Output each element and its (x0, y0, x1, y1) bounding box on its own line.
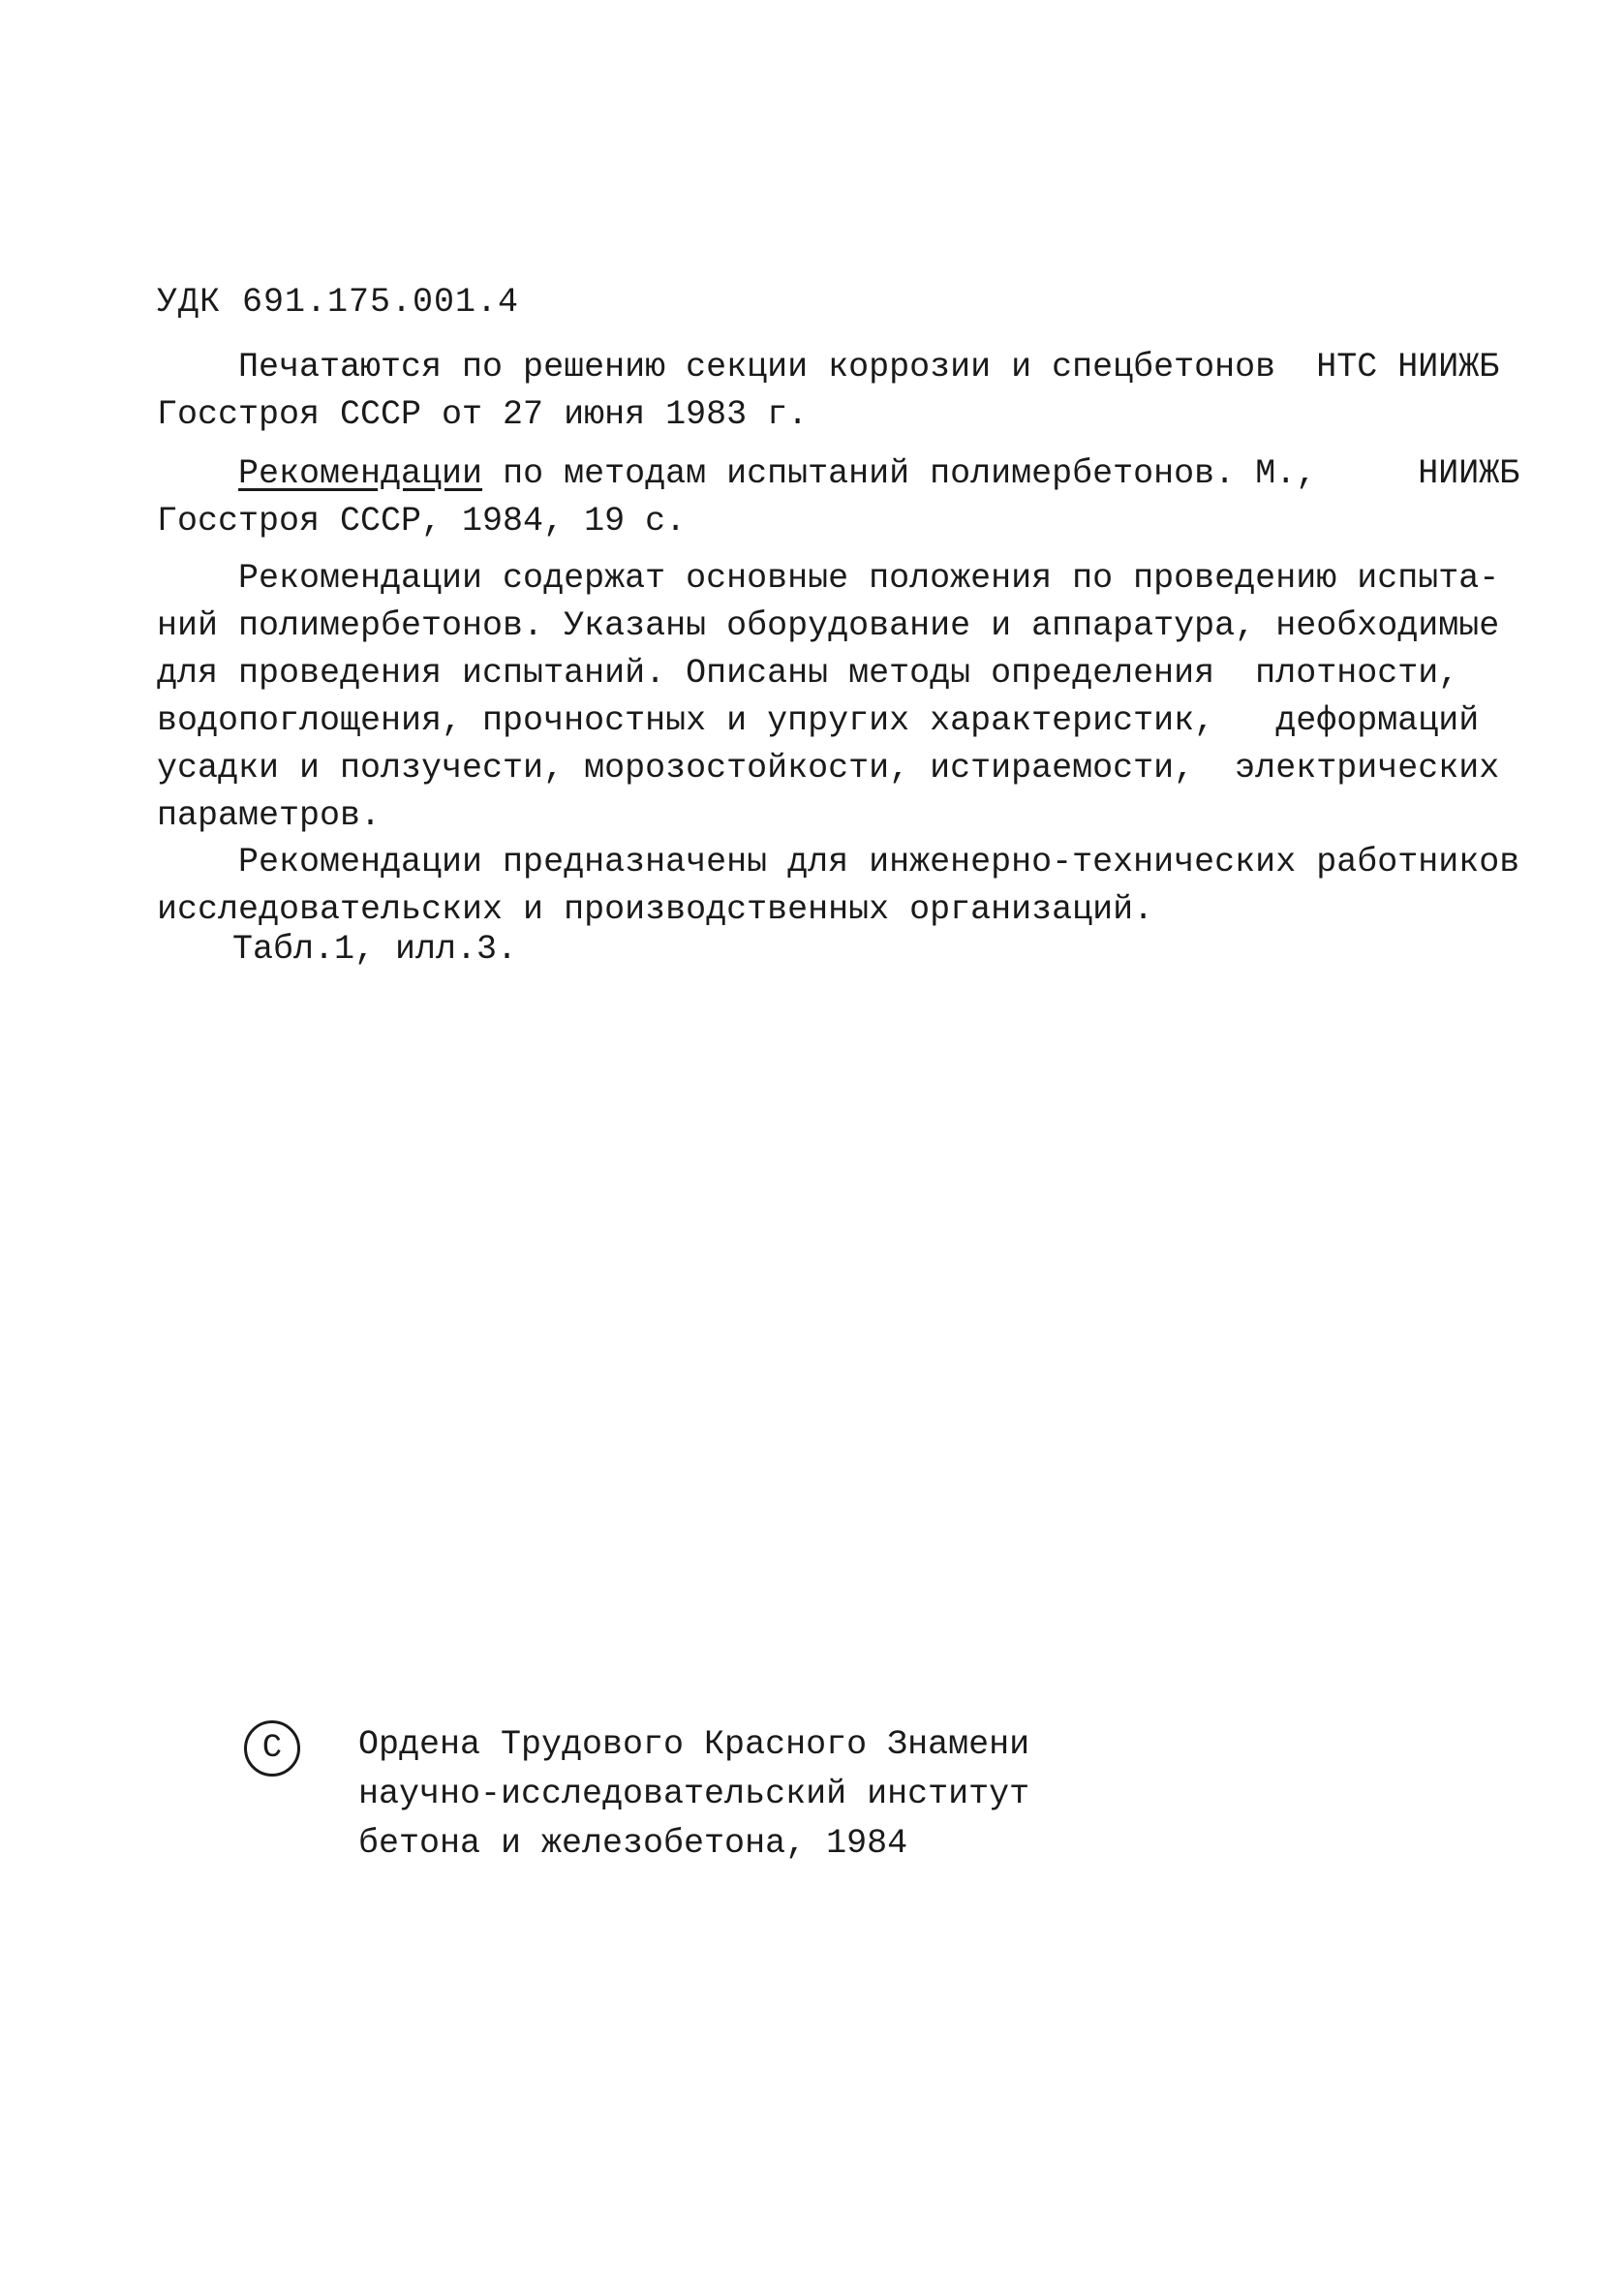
citation-paragraph (157, 450, 1520, 545)
udk-code: УДК 691.175.001.4 (157, 283, 520, 322)
copyright-symbol: С (261, 1730, 283, 1767)
citation-line-1 (157, 450, 1520, 498)
abstract-paragraph (157, 555, 1500, 840)
publisher-line: научно-исследовательский институт (358, 1775, 1030, 1813)
audience-line: Рекомендации предназначены для инженерно-технических работников (157, 843, 1520, 881)
citation-line-2: Госстроя СССР, 1984, 19 с. (157, 502, 687, 541)
abstract-line: ний полимербетонов. Указаны оборудование и аппаратура, необходимые (157, 606, 1500, 645)
publisher-block (358, 1720, 1029, 1869)
abstract-line: параметров. (157, 796, 382, 835)
abstract-line: Рекомендации содержат основные положения по проведению испыта- (157, 559, 1500, 598)
publisher-line: Ордена Трудового Красного Знамени (358, 1725, 1030, 1764)
abstract-line: водопоглощения, прочностных и упругих характеристик, деформаций (157, 701, 1480, 740)
imprint-line: Госстроя СССР от 27 июня 1983 г. (157, 395, 809, 434)
audience-paragraph (157, 839, 1520, 934)
copyright-icon (244, 1720, 300, 1777)
abstract-line: для проведения испытаний. Описаны методы определения плотности, (157, 654, 1459, 693)
audience-line: исследовательских и производственных организаций. (157, 890, 1154, 929)
tables-illustrations-count: Табл.1, илл.3. (232, 930, 518, 969)
abstract-line: усадки и ползучести, морозостойкости, истираемости, электрических (157, 749, 1500, 788)
publisher-line: бетона и железобетона, 1984 (358, 1824, 908, 1863)
imprint-line: Печатаются по решению секции коррозии и спецбетонов НТС НИИЖБ (157, 348, 1500, 386)
citation-title-word: Рекомендации (238, 454, 483, 493)
imprint-paragraph (157, 344, 1500, 439)
citation-rest: по методам испытаний полимербетонов. М., НИИЖБ (482, 454, 1520, 493)
